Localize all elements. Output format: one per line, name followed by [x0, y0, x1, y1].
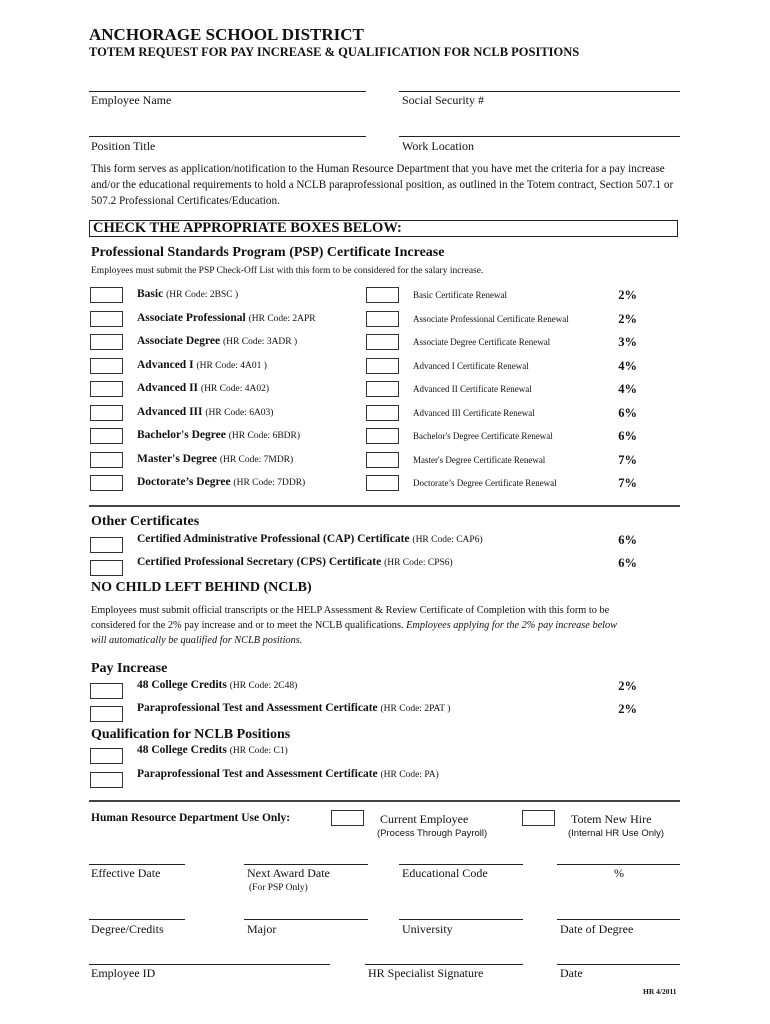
- psp-item: [137, 406, 273, 418]
- ssn-line[interactable]: [399, 91, 680, 92]
- psp-item: [137, 312, 316, 324]
- psp-item-name: Associate Degree: [137, 335, 221, 347]
- intro-paragraph: This form serves as application/notification to the Human Resource Department that you have met the criteria for a pay increase and/or the educational requirements to hold a NCLB paraprofessional position, as outlined in the Totem contract, Section 507.1 or 507.2 Professional Certificates/Education.: [91, 163, 674, 207]
- pay_increase-item: [137, 702, 450, 714]
- psp-item: [137, 335, 297, 347]
- employee-name-line[interactable]: [89, 91, 366, 92]
- psp-renewal-checkbox[interactable]: [366, 358, 399, 374]
- psp-item-name: Doctorate’s Degree: [137, 476, 231, 488]
- current-employee-label: Current Employee: [380, 812, 469, 826]
- other-checkbox[interactable]: [90, 560, 123, 576]
- nclb-heading: NO CHILD LEFT BEHIND (NCLB): [91, 580, 312, 595]
- employee-id-label: Employee ID: [91, 966, 156, 980]
- employee-id-line[interactable]: [89, 964, 330, 965]
- psp-item-name: Advanced I: [137, 359, 194, 371]
- psp-checkbox[interactable]: [90, 452, 123, 468]
- major-label: Major: [247, 922, 277, 936]
- pay_increase-item-code: (HR Code: 2PAT ): [380, 704, 451, 714]
- psp-checkbox[interactable]: [90, 311, 123, 327]
- pay_increase-item-name: Paraprofessional Test and Assessment Certificate: [137, 702, 378, 714]
- psp-item-name: Advanced III: [137, 406, 203, 418]
- psp-renewal-checkbox[interactable]: [366, 475, 399, 491]
- position-title-line[interactable]: [89, 136, 366, 137]
- psp-item: [137, 382, 269, 394]
- psp-item-code: (HR Code: 7DDR): [233, 478, 306, 488]
- psp-renewal-checkbox[interactable]: [366, 405, 399, 421]
- psp-renewal-label: Basic Certificate Renewal: [413, 290, 507, 300]
- psp-renewal-label: Master's Degree Certificate Renewal: [413, 455, 546, 465]
- psp-renewal-label: Advanced I Certificate Renewal: [413, 361, 529, 371]
- psp-checkbox[interactable]: [90, 287, 123, 303]
- psp-item-name: Master's Degree: [137, 453, 217, 465]
- psp-percent: 3%: [618, 335, 637, 349]
- psp-checkbox[interactable]: [90, 381, 123, 397]
- psp-checkbox[interactable]: [90, 405, 123, 421]
- next-award-note: (For PSP Only): [249, 883, 308, 893]
- new-hire-label: Totem New Hire: [571, 812, 652, 826]
- qualification-item: [137, 744, 288, 756]
- current-employee-checkbox[interactable]: [331, 810, 364, 826]
- psp-percent: 2%: [618, 312, 637, 326]
- other-heading: Other Certificates: [91, 514, 200, 529]
- psp-item-name: Associate Professional: [137, 312, 246, 324]
- new-hire-note: (Internal HR Use Only): [568, 828, 665, 839]
- other-item-name: Certified Administrative Professional (CAP) Certificate: [137, 533, 410, 545]
- psp-checkbox[interactable]: [90, 334, 123, 350]
- work-location-label: Work Location: [402, 139, 475, 153]
- psp-renewal-checkbox[interactable]: [366, 452, 399, 468]
- psp-item-code: (HR Code: 7MDR): [219, 455, 294, 465]
- section-divider: [89, 505, 680, 507]
- pay_increase-item-code: (HR Code: 2C48): [229, 681, 298, 691]
- psp-renewal-label: Advanced III Certificate Renewal: [413, 408, 535, 418]
- psp-renewal-label: Advanced II Certificate Renewal: [413, 384, 532, 394]
- other-item-code: (HR Code: CAP6): [412, 535, 483, 545]
- ssn-label: Social Security #: [402, 93, 484, 107]
- psp-item: [137, 359, 267, 371]
- pay_increase-checkbox[interactable]: [90, 706, 123, 722]
- pay_increase-percent: 2%: [618, 702, 637, 716]
- psp-percent: 7%: [618, 476, 637, 490]
- nclb-note-line-1: Employees must submit official transcripts or the HELP Assessment & Review Certificate of Completion with this form to be: [91, 605, 610, 616]
- percent-label: %: [614, 866, 624, 880]
- hr-use-only-label: Human Resource Department Use Only:: [91, 812, 291, 824]
- psp-item-code: (HR Code: 2APR: [248, 314, 316, 324]
- psp-item-code: (HR Code: 6A03): [205, 408, 274, 418]
- psp-item-name: Advanced II: [137, 382, 199, 394]
- other-item-name: Certified Professional Secretary (CPS) Certificate: [137, 556, 382, 568]
- nclb-note-plain: considered for the 2% pay increase and or to meet the NCLB qualifications.: [91, 620, 404, 631]
- next-award-date-line[interactable]: [244, 864, 368, 865]
- new-hire-checkbox[interactable]: [522, 810, 555, 826]
- psp-percent: 7%: [618, 453, 637, 467]
- educational-code-line[interactable]: [399, 864, 523, 865]
- district-title: ANCHORAGE SCHOOL DISTRICT: [89, 25, 364, 44]
- next-award-date-label: Next Award Date: [247, 866, 330, 880]
- qualification-item-code: (HR Code: C1): [229, 746, 288, 756]
- major-line[interactable]: [244, 919, 368, 920]
- psp-renewal-label: Doctorate’s Degree Certificate Renewal: [413, 478, 557, 488]
- degree-credits-label: Degree/Credits: [91, 922, 164, 936]
- nclb-note-italic: Employees applying for the 2% pay increase below: [406, 620, 618, 631]
- psp-item-code: (HR Code: 3ADR ): [223, 337, 298, 347]
- psp-renewal-checkbox[interactable]: [366, 311, 399, 327]
- pay_increase-item-name: 48 College Credits: [137, 679, 227, 691]
- check-boxes-heading: CHECK THE APPROPRIATE BOXES BELOW:: [89, 220, 678, 237]
- hr-divider: [89, 800, 680, 802]
- pay_increase-percent: 2%: [618, 679, 637, 693]
- university-line[interactable]: [399, 919, 523, 920]
- psp-renewal-label: Bachelor's Degree Certificate Renewal: [413, 431, 553, 441]
- psp-checkbox[interactable]: [90, 428, 123, 444]
- nclb-note-line-2: [91, 620, 617, 631]
- current-employee-note: (Process Through Payroll): [377, 828, 488, 839]
- other-percent: 6%: [618, 533, 637, 547]
- psp-item-code: (HR Code: 6BDR): [228, 431, 301, 441]
- pay_increase-item: [137, 679, 297, 691]
- psp-item-code: (HR Code: 2BSC ): [166, 290, 239, 300]
- position-title-label: Position Title: [91, 139, 156, 153]
- employee-name-label: Employee Name: [91, 93, 172, 107]
- effective-date-line[interactable]: [89, 864, 185, 865]
- hr-signature-label: HR Specialist Signature: [368, 966, 484, 980]
- date-of-degree-line[interactable]: [557, 919, 680, 920]
- pay_increase-checkbox[interactable]: [90, 683, 123, 699]
- psp-renewal-checkbox[interactable]: [366, 381, 399, 397]
- qualification-item: [137, 768, 439, 780]
- date-line[interactable]: [557, 964, 680, 965]
- psp-item-name: Bachelor's Degree: [137, 429, 226, 441]
- psp-percent: 4%: [618, 359, 637, 373]
- form-title: TOTEM REQUEST FOR PAY INCREASE & QUALIFICATION FOR NCLB POSITIONS: [89, 45, 580, 59]
- psp-checkbox[interactable]: [90, 358, 123, 374]
- work-location-line[interactable]: [399, 136, 680, 137]
- other-checkbox[interactable]: [90, 537, 123, 553]
- psp-item: [137, 453, 293, 465]
- qualification-item-code: (HR Code: PA): [380, 770, 439, 780]
- psp-renewal-checkbox[interactable]: [366, 428, 399, 444]
- qualification-item-name: Paraprofessional Test and Assessment Certificate: [137, 768, 378, 780]
- psp-percent: 2%: [618, 288, 637, 302]
- other-percent: 6%: [618, 556, 637, 570]
- psp-percent: 4%: [618, 382, 637, 396]
- qualification-checkbox[interactable]: [90, 772, 123, 788]
- educational-code-label: Educational Code: [402, 866, 488, 880]
- psp-item-code: (HR Code: 4A01 ): [196, 361, 267, 371]
- date-label: Date: [560, 966, 583, 980]
- psp-item: [137, 476, 305, 488]
- psp-renewal-checkbox[interactable]: [366, 287, 399, 303]
- psp-renewal-checkbox[interactable]: [366, 334, 399, 350]
- university-label: University: [402, 922, 453, 936]
- degree-credits-line[interactable]: [89, 919, 185, 920]
- hr-signature-line[interactable]: [365, 964, 523, 965]
- psp-percent: 6%: [618, 429, 637, 443]
- psp-heading: Professional Standards Program (PSP) Certificate Increase: [91, 245, 445, 260]
- psp-item-code: (HR Code: 4A02): [200, 384, 269, 394]
- psp-item: [137, 429, 300, 441]
- other-item: [137, 556, 453, 568]
- psp-checkbox[interactable]: [90, 475, 123, 491]
- psp-percent: 6%: [618, 406, 637, 420]
- effective-date-label: Effective Date: [91, 866, 161, 880]
- form-number: HR 4/2011: [643, 987, 677, 996]
- nclb-note-line-3: will automatically be qualified for NCLB positions.: [91, 635, 303, 646]
- qualification-checkbox[interactable]: [90, 748, 123, 764]
- other-item-code: (HR Code: CPS6): [384, 558, 453, 568]
- psp-item-name: Basic: [137, 288, 164, 300]
- psp-note: Employees must submit the PSP Check-Off List with this form to be considered for the salary increase.: [91, 266, 484, 276]
- psp-renewal-label: Associate Professional Certificate Renewal: [413, 314, 569, 324]
- date-of-degree-label: Date of Degree: [560, 922, 634, 936]
- percent-line[interactable]: [557, 864, 680, 865]
- qualification-item-name: 48 College Credits: [137, 744, 227, 756]
- psp-item: [137, 288, 238, 300]
- pay-increase-heading: Pay Increase: [91, 661, 168, 676]
- qualification-heading: Qualification for NCLB Positions: [91, 727, 291, 742]
- psp-renewal-label: Associate Degree Certificate Renewal: [413, 337, 551, 347]
- other-item: [137, 533, 483, 545]
